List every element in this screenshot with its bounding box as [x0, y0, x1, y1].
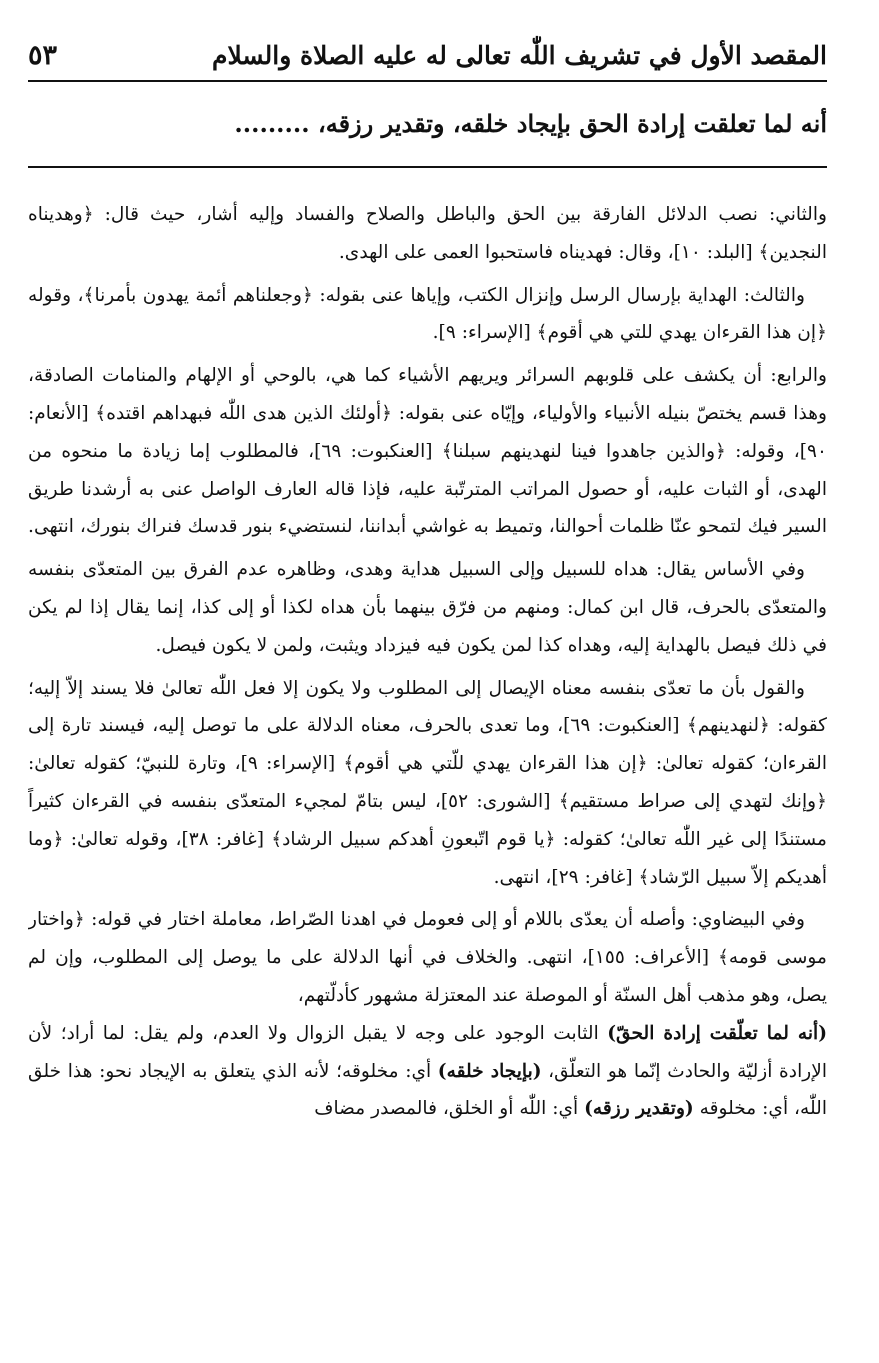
paragraph-fourth: والرابع: أن يكشف على قلوبهم السرائر ويريهم الأشياء كما هي، بالوحي أو الإلهام والمنامات الصادقة، وهذا قسم يختصّ بنيله الأنبياء والأولياء، وإيّاه عنى بقوله: ﴿أولئك الذين هدى اللّٰه فبهداهم اقتده﴾ [الأنعام: ٩٠]، وقوله: ﴿والذين جاهدوا فينا لنهدينهم سبلنا﴾ [العنكبوت: ٦٩]، فالمطلوب إما زيادة ما منحوه من الهدى، أو الثبات عليه، أو حصول المراتب المترتّبة عليه، فإذا قاله العارف الواصل عنى به أرشدنا طريق السير فيك لتمحو عنّا ظلمات أحوالنا، وتميط به غواشي أبداننا، لنستضيء بنور قدسك فنراك بنورك، انتهى. — [28, 365, 827, 538]
paragraph-qawl: والقول بأن ما تعدّى بنفسه معناه الإيصال إلى المطلوب ولا يكون إلا فعل اللّٰه تعالىٰ فلا يسند إلاّ إليه؛ كقوله: ﴿لنهدينهم﴾ [العنكبوت: ٦٩]، وما تعدى بالحرف، معناه الدلالة على ما توصل إليه، فيسند تارة إلى القرءان؛ كقوله تعالىٰ: ﴿إن هذا القرءان يهدي للّتي هي أقوم﴾ [الإسراء: ٩]، وتارة للنبيّ؛ كقوله تعالىٰ: ﴿وإنك لتهدي إلى صراط مستقيم﴾ [الشورى: ٥٢]، ليس بتامّ لمجيء المتعدّى بنفسه في القرءان كثيراً مستندًا إلى غير اللّٰه تعالىٰ؛ كقوله: ﴿يا قوم اتّبعونِ أهدكم سبيل الرشاد﴾ [غافر: ٣٨]، وقوله تعالىٰ: ﴿وما أهديكم إلاّ سبيل الرّشاد﴾ [غافر: ٢٩]، انتهى. — [28, 677, 827, 888]
matn-quote-1: (أنه لما تعلّقت إرادة الحقّ) — [607, 1022, 827, 1044]
baydawi-text-d: أي: مخلوقه؛ لأنه الذي يتعلق به الإيجاد نحو: هذا خلق اللّٰه، أي: مخلوقه — [28, 1060, 827, 1120]
page-header — [28, 30, 827, 80]
matn-quote-3: (وتقدير رزقه) — [584, 1098, 694, 1120]
matn-rule — [28, 166, 827, 168]
paragraph-asas: وفي الأساس يقال: هداه للسبيل وإلى السبيل هداية وهدى، وظاهره عدم الفرق بين المتعدّى بنفسه والمتعدّى بالحرف، قال ابن كمال: ومنهم من فرّق بينهما بأن هداه لكذا أو إلى كذا، إنما يقال إذا لم يكن في ذلك فيصل بالهداية إليه، وهداه كذا لمن يكون فيه فيزداد ويثبت، ولمن لا يكون فيصل. — [28, 559, 827, 656]
matn-dots: ......... — [234, 109, 310, 138]
paragraph-baydawi — [28, 901, 827, 1128]
baydawi-text-a: وفي البيضاوي: وأصله أن يعدّى باللام أو إلى فعومل في اهدنا الصّراط، معاملة اختار في قوله: ﴿واختار موسى قومه﴾ [الأعراف: ١٥٥]، انتهى. والخلاف في أنها الدلالة على ما يوصل إلى المطلوب، وإن لم يصل، وهو مذهب أهل السنّة أو الموصلة عند المعتزلة مشهور كأدلّتهم، — [28, 909, 827, 1006]
matn-text — [28, 96, 827, 152]
baydawi-text-c: الثابت الوجود على وجه لا يقبل الزوال ولا العدم، ولم يقل: لما أراد؛ لأن الإرادة أزليّة والحادث إنّما هو التعلّق، — [28, 1022, 827, 1082]
matn-sentence: أنه لما تعلقت إرادة الحق بإيجاد خلقه، وتقدير رزقه، — [317, 109, 827, 138]
paragraph-second: والثاني: نصب الدلائل الفارقة بين الحق والباطل والصلاح والفساد وإليه أشار، حيث قال: ﴿وهديناه النجدين﴾ [البلد: ١٠]، وقال: فهديناه فاستحبوا العمى على الهدى. — [28, 204, 827, 263]
matn-quote-2: (بإيجاد خلقه) — [437, 1060, 542, 1082]
page-number: ٥٣ — [28, 39, 58, 71]
baydawi-text-e: أي: اللّٰه أو الخلق، فالمصدر مضاف — [314, 1098, 585, 1120]
commentary-body — [28, 196, 827, 1323]
running-title: المقصد الأول في تشريف اللّٰه تعالى له عليه الصلاة والسلام — [211, 40, 827, 70]
paragraph-third: والثالث: الهداية بإرسال الرسل وإنزال الكتب، وإياها عنى بقوله: ﴿وجعلناهم أئمة يهدون بأمرنا﴾، وقوله ﴿إن هذا القرءان يهدي للتي هي أقوم﴾ [الإسراء: ٩]. — [28, 284, 827, 344]
header-rule — [28, 80, 827, 82]
